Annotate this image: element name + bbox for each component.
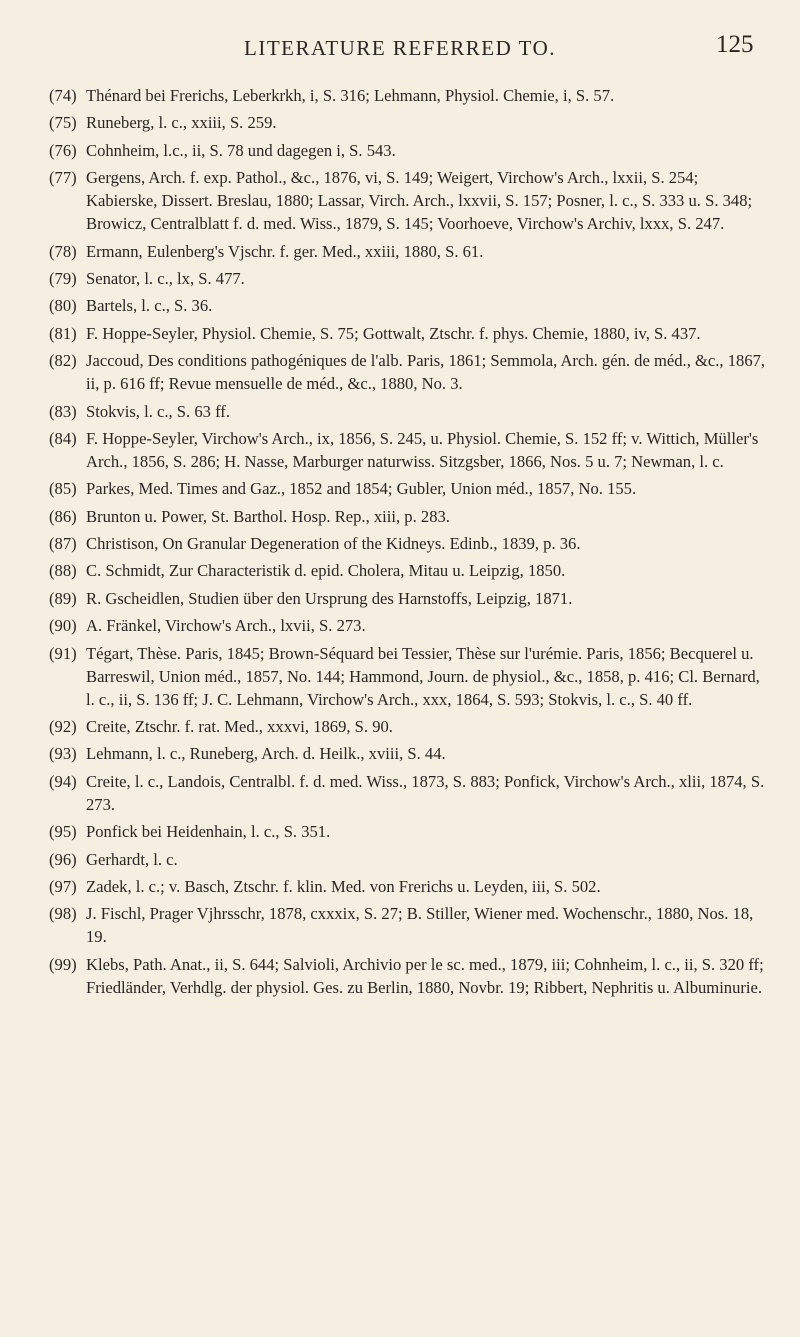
reference-number: (92) — [49, 717, 77, 737]
reference-entry — [49, 559, 769, 582]
reference-text: Runeberg, l. c., xxiii, S. 259. — [86, 113, 277, 133]
reference-entry — [49, 322, 769, 345]
reference-text: Creite, Ztschr. f. rat. Med., xxxvi, 1869, S. 90. — [86, 717, 393, 737]
reference-number: (96) — [49, 849, 77, 869]
reference-number: (85) — [49, 479, 77, 499]
reference-number: (88) — [49, 561, 77, 581]
reference-entry — [49, 848, 769, 871]
reference-text: Ermann, Eulenberg's Vjschr. f. ger. Med., xxiii, 1880, S. 61. — [86, 241, 484, 261]
reference-entry — [49, 532, 769, 555]
reference-number: (98) — [49, 904, 77, 924]
reference-entry — [49, 614, 769, 637]
reference-number: (84) — [49, 428, 77, 448]
reference-text: Gergens, Arch. f. exp. Pathol., &c., 1876, vi, S. 149; Weigert, Virchow's Arch., lxxii, S. 254; Kabierske, Dissert. Breslau, 1880; Lassar, Virch. Arch., lxxvii, S. 157; Posner, l. c., S. 333 u. S. 348; Browicz, Centralblatt f. d. med. Wiss., 1879, S. 145; Voorhoeve, Virchow's Archiv, lxxx, S. 247. — [86, 168, 753, 234]
reference-text: Stokvis, l. c., S. 63 ff. — [86, 401, 230, 421]
reference-text: Ponfick bei Heidenhain, l. c., S. 351. — [86, 822, 331, 842]
reference-entry — [49, 770, 769, 816]
reference-text: C. Schmidt, Zur Characteristik d. epid. Cholera, Mitau u. Leipzig, 1850. — [86, 561, 566, 581]
reference-text: Brunton u. Power, St. Barthol. Hosp. Rep., xiii, p. 283. — [86, 506, 450, 526]
reference-number: (90) — [49, 616, 77, 636]
reference-entry — [49, 820, 769, 843]
reference-text: Jaccoud, Des conditions pathogéniques de l'alb. Paris, 1861; Semmola, Arch. gén. de méd., &c., 1867, ii, p. 616 ff; Revue mensuelle de méd., &c., 1880, No. 3. — [86, 351, 766, 394]
reference-entry — [49, 505, 769, 528]
reference-number: (80) — [49, 296, 77, 316]
reference-number: (83) — [49, 401, 77, 421]
reference-text: Zadek, l. c.; v. Basch, Ztschr. f. klin. Med. von Frerichs u. Leyden, iii, S. 502. — [86, 876, 601, 896]
reference-entry — [49, 715, 769, 738]
reference-text: Cohnheim, l.c., ii, S. 78 und dagegen i, S. 543. — [86, 140, 396, 160]
reference-entry — [49, 742, 769, 765]
reference-number: (97) — [49, 876, 77, 896]
reference-entry — [49, 400, 769, 423]
reference-number: (79) — [49, 268, 77, 288]
reference-entry — [49, 875, 769, 898]
reference-text: Parkes, Med. Times and Gaz., 1852 and 1854; Gubler, Union méd., 1857, No. 155. — [86, 479, 637, 499]
reference-text: F. Hoppe-Seyler, Virchow's Arch., ix, 1856, S. 245, u. Physiol. Chemie, S. 152 ff; v. Wittich, Müller's Arch., 1856, S. 286; H. Nasse, Marburger naturwiss. Sitzgsber, 1866, Nos. 5 u. 7; Newman, l. c. — [86, 428, 759, 471]
reference-entry — [49, 953, 769, 999]
reference-entry — [49, 111, 769, 134]
reference-number: (94) — [49, 771, 77, 791]
reference-text: A. Fränkel, Virchow's Arch., lxvii, S. 273. — [86, 616, 366, 636]
page-number: 125 — [716, 31, 754, 58]
reference-entry — [49, 642, 769, 711]
reference-number: (87) — [49, 534, 77, 554]
reference-entry — [49, 166, 769, 235]
reference-entry — [49, 240, 769, 263]
reference-number: (81) — [49, 323, 77, 343]
reference-entry — [49, 902, 769, 948]
reference-text: R. Gscheidlen, Studien über den Ursprung des Harnstoffs, Leipzig, 1871. — [86, 588, 573, 608]
reference-entry — [49, 294, 769, 317]
reference-entry — [49, 84, 769, 107]
reference-text: Christison, On Granular Degeneration of the Kidneys. Edinb., 1839, p. 36. — [86, 534, 581, 554]
reference-number: (82) — [49, 351, 77, 371]
reference-text: Tégart, Thèse. Paris, 1845; Brown-Séquard bei Tessier, Thèse sur l'urémie. Paris, 1856; Becquerel u. Barreswil, Union méd., 1857, No. 144; Hammond, Journ. de physiol., &c., 1858, p. 416; Cl. Bernard, l. c., ii, S. 136 ff; J. C. Lehmann, Virchow's Arch., xxx, 1864, S. 593; Stokvis, l. c., S. 40 ff. — [86, 643, 760, 709]
reference-text: Thénard bei Frerichs, Leberkrkh, i, S. 316; Lehmann, Physiol. Chemie, i, S. 57. — [86, 86, 615, 105]
reference-text: Gerhardt, l. c. — [86, 849, 178, 869]
reference-text: F. Hoppe-Seyler, Physiol. Chemie, S. 75; Gottwalt, Ztschr. f. phys. Chemie, 1880, iv, S. 437. — [86, 323, 701, 343]
reference-entry — [49, 587, 769, 610]
reference-entry — [49, 349, 769, 395]
reference-number: (77) — [49, 168, 77, 188]
reference-number: (99) — [49, 954, 77, 974]
running-title: LITERATURE REFERRED TO. — [244, 36, 556, 60]
reference-text: Lehmann, l. c., Runeberg, Arch. d. Heilk., xviii, S. 44. — [86, 744, 446, 764]
reference-text: J. Fischl, Prager Vjhrsschr, 1878, cxxxix, S. 27; B. Stiller, Wiener med. Wochenschr., 1880, Nos. 18, 19. — [86, 904, 754, 947]
reference-number: (74) — [49, 86, 77, 105]
reference-text: Klebs, Path. Anat., ii, S. 644; Salvioli, Archivio per le sc. med., 1879, iii; Cohnheim, l. c., ii, S. 320 ff; Friedländer, Verhdlg. der physiol. Ges. zu Berlin, 1880, Novbr. 19; Ribbert, Nephritis u. Albuminurie. — [86, 954, 764, 997]
reference-list — [49, 84, 769, 1003]
reference-number: (86) — [49, 506, 77, 526]
reference-number: (75) — [49, 113, 77, 133]
reference-number: (91) — [49, 643, 77, 663]
reference-number: (89) — [49, 588, 77, 608]
reference-number: (95) — [49, 822, 77, 842]
reference-entry — [49, 477, 769, 500]
reference-number: (93) — [49, 744, 77, 764]
reference-number: (78) — [49, 241, 77, 261]
reference-text: Bartels, l. c., S. 36. — [86, 296, 213, 316]
reference-number: (76) — [49, 140, 77, 160]
reference-text: Creite, l. c., Landois, Centralbl. f. d. med. Wiss., 1873, S. 883; Ponfick, Virchow's Arch., xlii, 1874, S. 273. — [86, 771, 765, 814]
reference-entry — [49, 427, 769, 473]
reference-entry — [49, 267, 769, 290]
reference-entry — [49, 139, 769, 162]
reference-text: Senator, l. c., lx, S. 477. — [86, 268, 245, 288]
